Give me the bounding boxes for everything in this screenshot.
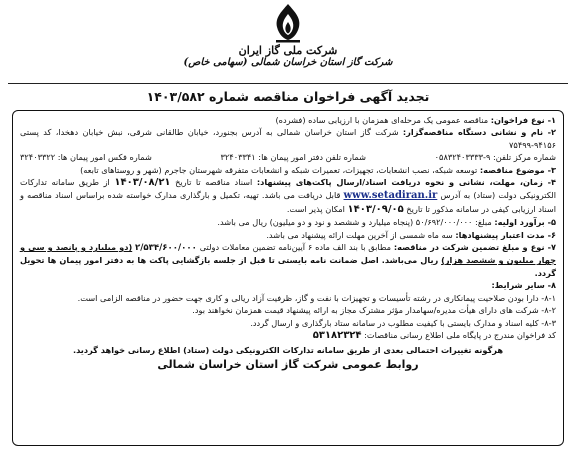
item-4: ۴- زمان، مهلت، نشانی و نحوه دریافت اسناد/ارسال پاکت‌های پیشنهاد: اسناد مناقصه تا تاریخ ۱۴۰۳/۰۸/۲۱ از طریق سامانه تدارکات الکترونیکی دولت (ستاد) به آدرس www.setadiran.ir قابل دریافت می باشد. تهیه، تکمیل و بارگذاری مدارک خواسته شده براساس اسناد مناقصه و اسناد ارزیابی کیفی در سامانه مذکور تا تاریخ ۱۴۰۳/۰۹/۰۵ امکان پذیر است. [20, 177, 557, 215]
changes-note: هرگونه تغییرات احتمالی بعدی از طریق سامانه تدارکات الکترونیکی دولت (ستاد) اطلاع رسانی خواهد گردید. [72, 345, 504, 356]
item-8-2: ۸-۲- شرکت های دارای هیأت مدیره/سهامدار مؤثر مشترک مجاز به ارائه پیشنهاد قیمت همزمان نخواهند بود. [192, 305, 556, 316]
org-name: شرکت ملی گاز ایران [238, 44, 338, 57]
item-8-4: کد فراخوان مندرج در پایگاه ملی اطلاع رسانی مناقصات: ۵۳۱۸۲۳۲۴ [312, 329, 556, 341]
item-6: ۶- مدت اعتبار پیشنهادها: سه ماه شمسی از آخرین مهلت ارائه پیشنهاد می باشد. [266, 229, 556, 240]
deadline-submit-date: ۱۴۰۳/۰۹/۰۵ [347, 203, 404, 215]
guarantee-amount: ۲/۵۳۴/۶۰۰/۰۰۰ [135, 243, 197, 254]
notice-title: تجدید آگهی فراخوان مناقصه شماره ۱۴۰۳/۵۸۲ [146, 89, 430, 104]
company-header [0, 2, 576, 69]
public-relations-signature: روابط عمومی شرکت گاز استان خراسان شمالی [157, 357, 419, 371]
item-8: ۸- سایر شرایط: [491, 280, 556, 291]
company-name: شرکت گاز استان خراسان شمالی (سهامی خاص) [183, 57, 393, 68]
header-divider [8, 83, 568, 84]
deadline-download-date: ۱۴۰۳/۰۸/۲۱ [114, 177, 171, 189]
item-8-1: ۸-۱- دارا بودن صلاحیت پیمانکاری در رشته تأسیسات و تجهیزات با نفت و گاز، ظرفیت آزاد ریالی و کاری جهت حضور در مناقصه الزامی است. [77, 292, 556, 303]
notice-body [12, 110, 564, 446]
item-3: ۳- موضوع مناقصه: توسعه شبکه، نصب انشعابات، تجهیزات، تعمیرات شبکه و انشعابات متفرقه شهرستان جاجرم (شهر و روستاهای تابعه) [80, 164, 556, 175]
item-2: ۲- نام و نشانی دستگاه مناقصه‌گزار: شرکت گاز استان خراسان شمالی به آدرس بجنورد، خیابان طالقانی شرقی، نبش خیابان دهخدا، کد پستی ۹۴۱۵۶-۷۵۴۹۹ [20, 127, 557, 150]
item-2-phones: شماره مرکز تلفن: ۹-۰۵۸۳۲۴۰۳۳۳۳ شماره تلفن دفتر امور پیمان ها: ۳۲۴۰۳۳۴۱ شماره فکس امور پیمان ها: ۳۲۴۰۳۳۲۲ [20, 152, 556, 163]
setad-website-link[interactable]: www.setadiran.ir [343, 190, 438, 202]
item-5: ۵- برآورد اولیه: مبلغ: ۵۰/۶۹۲/۰۰۰/۰۰۰ (پنجاه میلیارد و ششصد و نود و دو میلیون) ریال می باشد. [217, 217, 556, 228]
item-8-3: ۸-۳- کلیه اسناد و مدارک بایستی با کیفیت مطلوب در سامانه ستاد بارگذاری و ارسال گردد. [250, 317, 556, 328]
tender-code: ۵۳۱۸۲۳۲۴ [312, 329, 362, 341]
item-7: ۷- نوع و مبلغ تضمین شرکت در مناقصه: مطابق با بند الف ماده ۶ آیین‌نامه تضمین معاملات دولتی ۲/۵۳۴/۶۰۰/۰۰۰ (دو میلیارد و پانصد و سی و چهار میلیون و ششصد هزار) ریال می‌باشد. اصل ضمانت نامه بایستی تا قبل از جلسه بازگشایی پاکت ها به دفتر امور پیمان ها تحویل گردد. [20, 242, 556, 278]
item-1: ۱- نوع فراخوان: مناقصه عمومی یک مرحله‌ای همزمان با ارزیابی ساده (فشرده) [275, 115, 556, 125]
nigc-flame-logo-icon [268, 2, 308, 44]
